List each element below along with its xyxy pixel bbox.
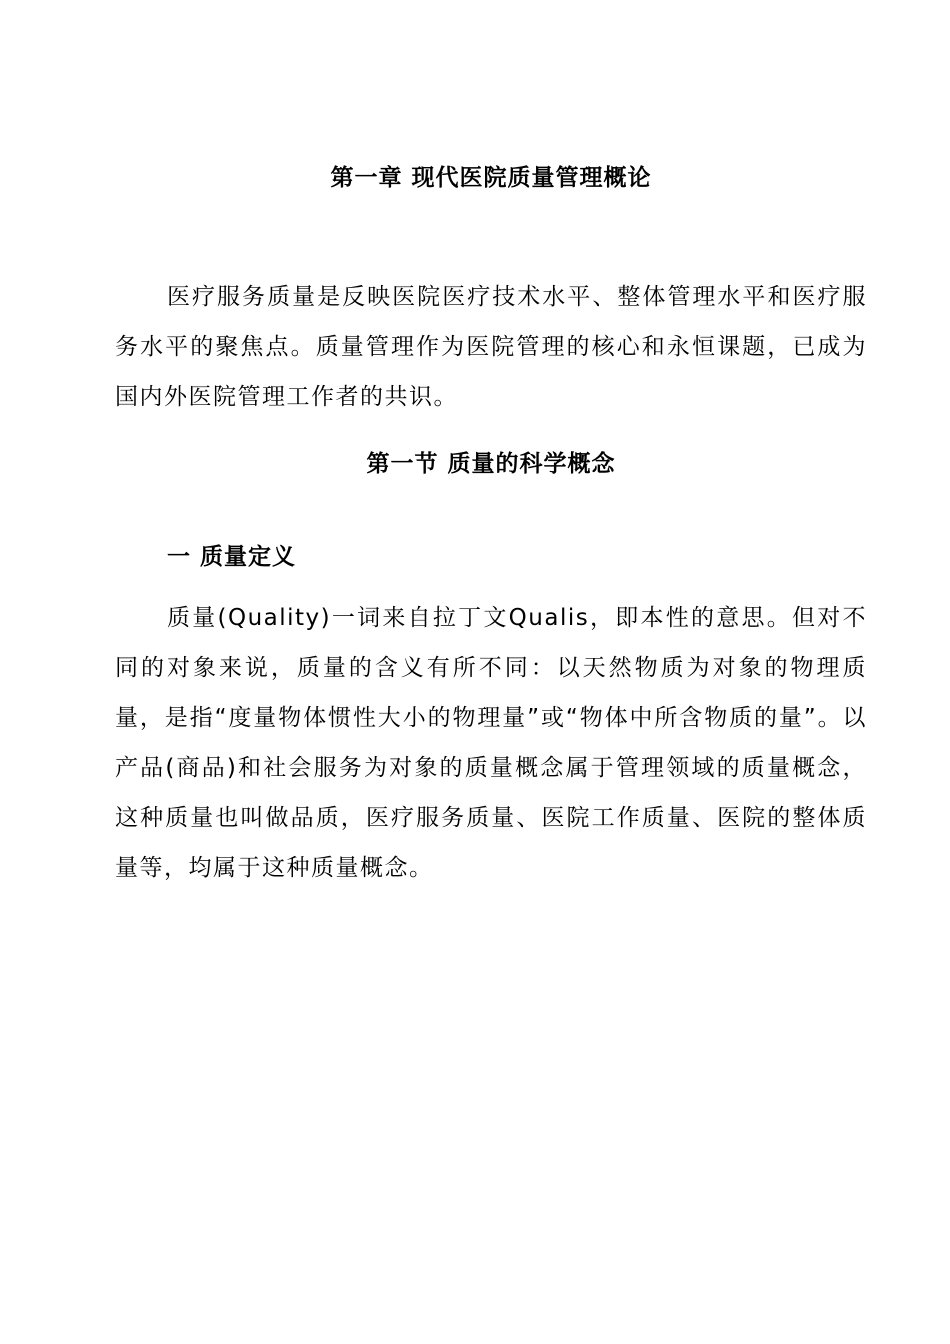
section-title: 第一节 质量的科学概念: [366, 451, 616, 477]
chapter-title: 第一章 现代医院质量管理概论: [330, 165, 652, 191]
intro-paragraph: 医疗服务质量是反映医院医疗技术水平、整体管理水平和医疗服务水平的聚焦点。质量管理作为医院管理的核心和永恒课题，已成为国内外医院管理工作者的共识。: [115, 284, 867, 410]
subsection-title: 一 质量定义: [167, 544, 297, 570]
definition-paragraph: 质量(Quality)一词来自拉丁文Qualis，即本性的意思。但对不同的对象来说，质量的含义有所不同：以天然物质为对象的物理质量，是指“度量物体惯性大小的物理量”或“物体中所含物质的量”。以产品(商品)和社会服务为对象的质量概念属于管理领域的质量概念，这种质量也叫做品质，医疗服务质量、医院工作质量、医院的整体质量等，均属于这种质量概念。: [115, 605, 867, 881]
